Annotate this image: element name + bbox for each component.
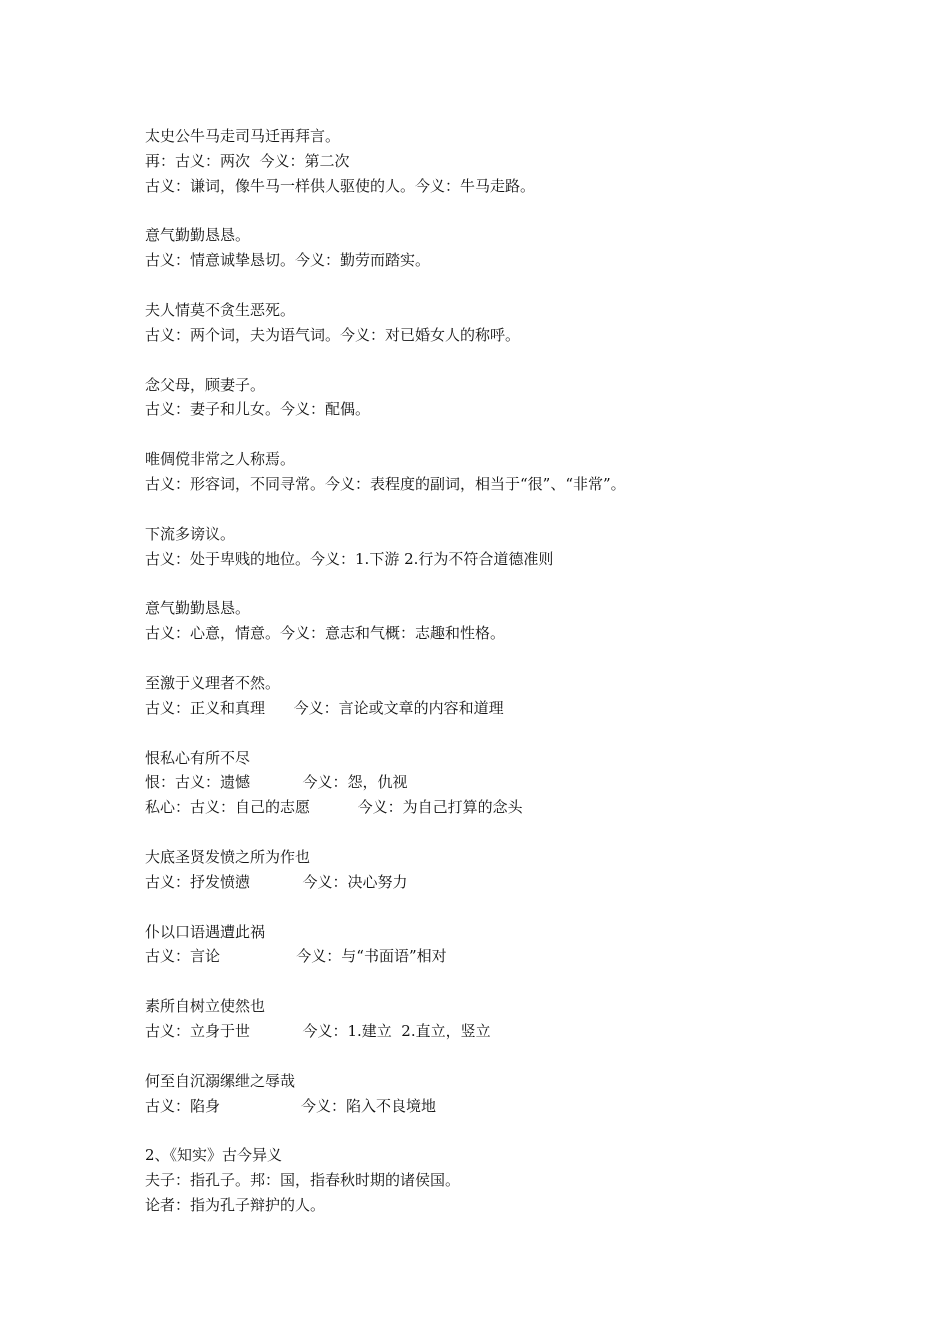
text-line: 古义：谦词，像牛马一样供人驱使的人。今义：牛马走路。 bbox=[145, 176, 536, 195]
text-line: 再：古义：两次 今义：第二次 bbox=[145, 151, 350, 170]
text-line: 恨私心有所不尽 bbox=[145, 748, 251, 767]
text-line: 意气勤勤恳恳。 bbox=[145, 226, 251, 245]
text-line: 意气勤勤恳恳。 bbox=[145, 599, 251, 618]
text-line: 夫子：指孔子。邦：国，指春秋时期的诸侯国。 bbox=[145, 1171, 461, 1190]
text-line: 古义：心意，情意。今义：意志和气概：志趣和性格。 bbox=[145, 624, 506, 643]
text-line: 仆以口语遇遭此祸 bbox=[145, 922, 266, 941]
text-line: 古义：两个词，夫为语气词。今义：对已婚女人的称呼。 bbox=[145, 325, 521, 344]
text-line: 古义：正义和真理 今义：言论或文章的内容和道理 bbox=[145, 698, 504, 717]
section-heading: 2、《知实》古今异义 bbox=[145, 1146, 283, 1165]
text-line: 下流多谤议。 bbox=[145, 524, 236, 543]
text-line: 古义：处于卑贱的地位。今义：1.下游 2.行为不符合道德准则 bbox=[145, 549, 554, 568]
blank-line bbox=[145, 721, 865, 746]
text-line: 古义：立身于世 今义：1.建立 2.直立，竖立 bbox=[145, 1021, 491, 1040]
text-line: 古义：妻子和儿女。今义：配偶。 bbox=[145, 400, 371, 419]
text-line: 念父母，顾妻子。 bbox=[145, 375, 266, 394]
text-line: 太史公牛马走司马迁再拜言。 bbox=[145, 127, 341, 145]
text-line: 大底圣贤发愤之所为作也 bbox=[145, 847, 311, 866]
text-line: 古义：抒发愤懑 今义：决心努力 bbox=[145, 872, 408, 891]
blank-line bbox=[145, 969, 865, 994]
text-line: 何至自沉溺缧绁之辱哉 bbox=[145, 1071, 296, 1090]
text-line: 古义：言论 今义：与“书面语”相对 bbox=[145, 947, 447, 966]
text-line: 至激于义理者不然。 bbox=[145, 673, 281, 692]
document-body bbox=[145, 124, 865, 1218]
text-line: 论者：指为孔子辩护的人。 bbox=[145, 1195, 326, 1214]
blank-line bbox=[145, 571, 865, 596]
blank-line bbox=[145, 895, 865, 920]
text-line: 恨：古义：遗憾 今义：怨，仇视 bbox=[145, 773, 408, 792]
text-line: 夫人情莫不贪生恶死。 bbox=[145, 300, 296, 319]
blank-line bbox=[145, 198, 865, 223]
blank-line bbox=[145, 1118, 865, 1143]
text-line: 素所自树立使然也 bbox=[145, 997, 266, 1016]
text-line: 古义：陷身 今义：陷入不良境地 bbox=[145, 1096, 437, 1115]
text-line: 古义：形容词，不同寻常。今义：表程度的副词，相当于“很”、“非常”。 bbox=[145, 474, 626, 493]
blank-line bbox=[145, 646, 865, 671]
blank-line bbox=[145, 497, 865, 522]
blank-line bbox=[145, 820, 865, 845]
text-line: 唯倜傥非常之人称焉。 bbox=[145, 450, 296, 469]
blank-line bbox=[145, 348, 865, 373]
blank-line bbox=[145, 422, 865, 447]
text-line: 私心：古义：自己的志愿 今义：为自己打算的念头 bbox=[145, 798, 523, 817]
blank-line bbox=[145, 1044, 865, 1069]
blank-line bbox=[145, 273, 865, 298]
text-line: 古义：情意诚挚恳切。今义：勤劳而踏实。 bbox=[145, 251, 431, 270]
